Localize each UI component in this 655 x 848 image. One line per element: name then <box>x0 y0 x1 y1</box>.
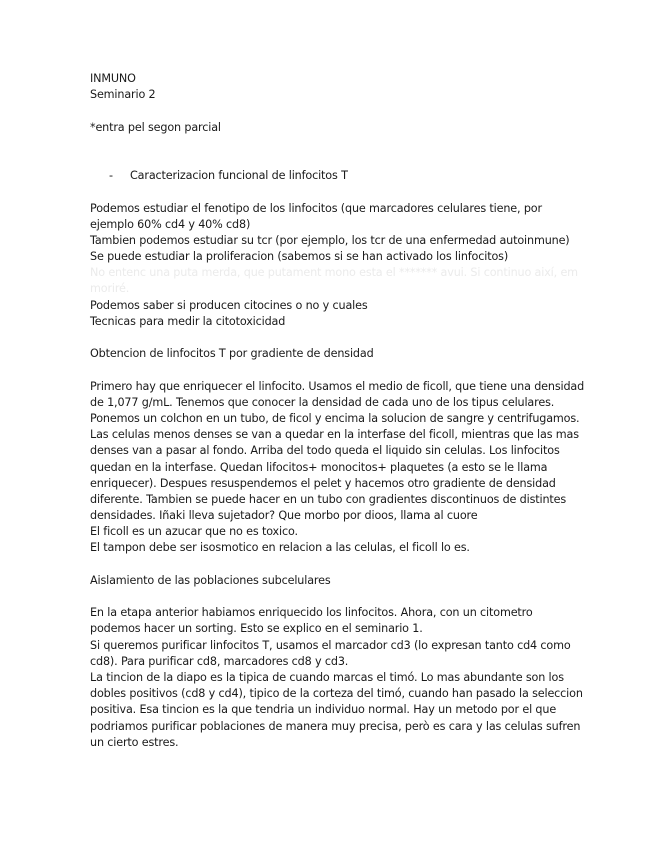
paragraph-line: Si queremos purificar linfocitos T, usamos el marcador cd3 (lo expresan tanto cd4 como <box>90 638 571 652</box>
paragraph-line: de 1,077 g/mL. Tenemos que conocer la densidad de cada uno de los tipus celulares. <box>90 395 555 409</box>
document-title: INMUNO <box>90 72 136 85</box>
spacer <box>90 103 570 119</box>
paragraph-line: un cierto estres. <box>90 735 179 749</box>
paragraph-line: ejemplo 60% cd4 y 40% cd8) <box>90 217 251 231</box>
paragraph-line: Se puede estudiar la proliferacion (sabemos si se han activado los linfocitos) <box>90 250 509 264</box>
paragraph-line: diferente. Tambien se puede hacer en un tubo con gradientes discontinuos de distintes <box>90 492 567 506</box>
paragraph-line: enriquecer). Despues resuspendemos el pelet y hacemos otro gradiente de densidad <box>90 476 556 490</box>
spacer <box>90 330 570 346</box>
document-page <box>90 71 585 751</box>
spacer <box>90 589 570 605</box>
paragraph-line: podemos hacer un sorting. Esto se explico en el seminario 1. <box>90 622 423 636</box>
paragraph-line: Ponemos un colchon en un tubo, de ficol y encima la solucion de sangre y centrifugamos. <box>90 411 580 425</box>
bullet-text: Caracterizacion funcional de linfocitos T <box>130 169 348 183</box>
paragraph-line: Tambien podemos estudiar su tcr (por ejemplo, los tcr de una enfermedad autoinmune) <box>90 233 570 247</box>
section-heading: Aislamiento de las poblaciones subcelulares <box>90 573 331 587</box>
paragraph-line: La tincion de la diapo es la tipica de cuando marcas el timó. Lo mas abundante son los <box>90 670 564 684</box>
bullet-dash: - <box>109 169 113 183</box>
exam-note: *entra pel segon parcial <box>90 120 221 134</box>
paragraph-line: Tecnicas para medir la citotoxicidad <box>90 314 286 328</box>
bullet-item <box>90 168 570 184</box>
paragraph-line: Primero hay que enriquecer el linfocito. Usamos el medio de ficoll, que tiene una densidad <box>90 379 585 393</box>
spacer <box>90 557 570 573</box>
paragraph-line: Las celulas menos denses se van a quedar en la interfase del ficoll, mientras que las mas <box>90 428 579 442</box>
faint-text-line: moriré. <box>90 282 130 296</box>
spacer <box>90 184 570 200</box>
document-subtitle: Seminario 2 <box>90 88 156 102</box>
paragraph-line: denses van a pasar al fondo. Arriba del todo queda el liquido sin celulas. Los linfocitos <box>90 444 560 458</box>
spacer <box>90 152 570 168</box>
paragraph-line: positiva. Esa tincion es la que tendria un individuo normal. Hay un metodo por el que <box>90 703 557 717</box>
paragraph-line: cd8). Para purificar cd8, marcadores cd8 y cd3. <box>90 654 349 668</box>
paragraph-line: En la etapa anterior habiamos enriquecido los linfocitos. Ahora, con un citometro <box>90 606 533 620</box>
paragraph-line: dobles positivos (cd8 y cd4), tipico de la corteza del timó, cuando han pasado la seleccion <box>90 687 583 701</box>
spacer <box>90 136 570 152</box>
paragraph-line: El ficoll es un azucar que no es toxico. <box>90 525 298 539</box>
section-heading: Obtencion de linfocitos T por gradiente de densidad <box>90 347 374 361</box>
paragraph-line: podriamos purificar poblaciones de manera muy precisa, però es cara y las celulas sufren <box>90 719 581 733</box>
paragraph-line: Podemos estudiar el fenotipo de los linfocitos (que marcadores celulares tiene, por <box>90 201 542 215</box>
paragraph-line: densidades. Iñaki lleva sujetador? Que morbo por dioos, llama al cuore <box>90 509 478 523</box>
paragraph-line: quedan en la interfase. Quedan lifocitos+ monocitos+ plaquetes (a esto se le llama <box>90 460 548 474</box>
spacer <box>90 362 570 378</box>
paragraph-line: Podemos saber si producen citocines o no y cuales <box>90 298 368 312</box>
faint-text-line: No entenc una puta merda, que putament mono esta el ******* avui. Si continuo així, em <box>90 266 578 280</box>
paragraph-line: El tampon debe ser isosmotico en relacion a las celulas, el ficoll lo es. <box>90 541 470 555</box>
